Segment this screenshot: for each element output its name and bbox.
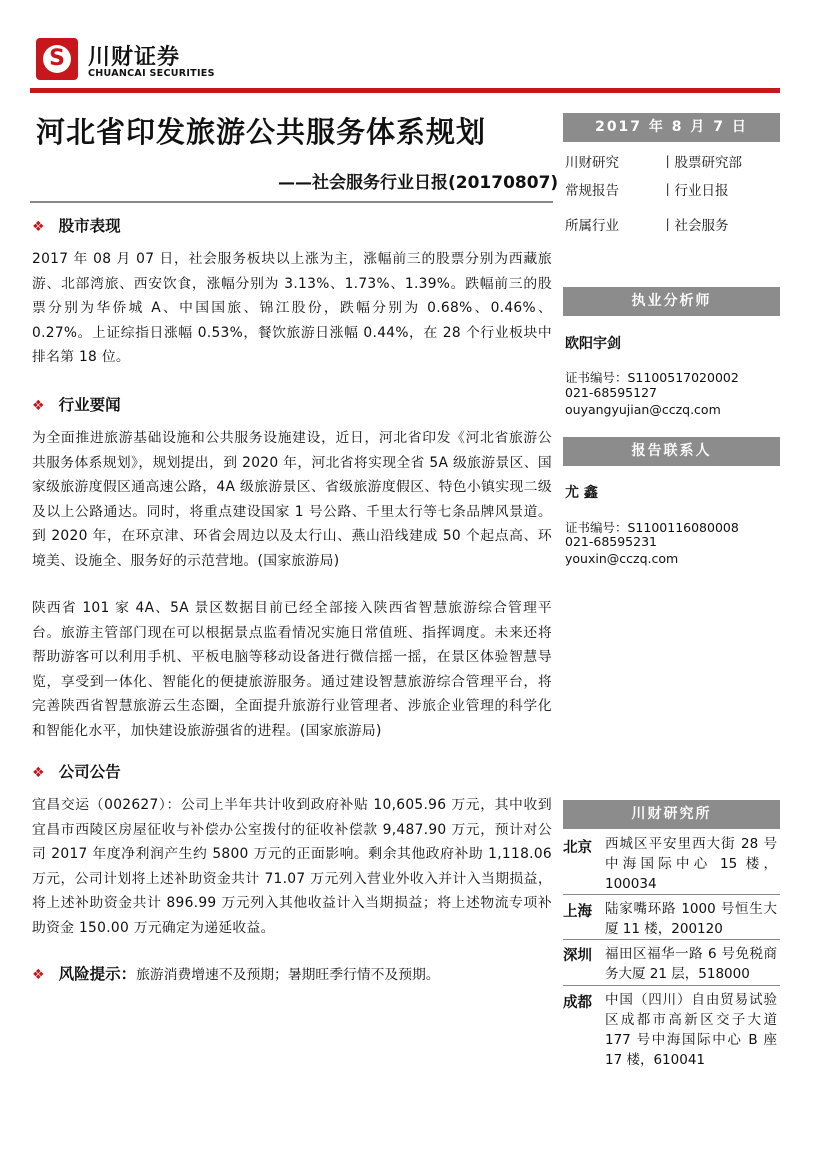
office-divider [563,894,780,895]
analyst-name: 欧阳宇剑 [565,336,621,352]
office-address-shanghai: 陆家嘴环路 1000 号恒生大厦 11 楼，200120 [605,901,777,937]
analyst-header: 执业分析师 [563,287,780,316]
meta-value-research: 丨股票研究部 [661,155,742,171]
news-paragraph-1: 为全面推进旅游基础设施和公共服务设施建设，近日，河北省印发《河北省旅游公共服务体系规划》，规划提出，到 2020 年，河北省将实现全省 5A 级旅游景区、国家级旅游度假区通高速公路，4A 级旅游景区、省级旅游度假区、特色小镇实现二级及以上公路通达。同时，将重点建设国家 1 号公路、千里太行等七条品牌风景道。到 2020 年，在环京津、环省会周边以及太行山、燕山沿线建成 50 个起点高、环境美、设施全、服务好的示范营地。(国家旅游局) [32,430,552,569]
meta-label-research: 川财研究 [565,155,619,171]
office-divider [563,985,780,986]
contact-name: 尤 鑫 [565,485,598,501]
news-paragraph-2: 陕西省 101 家 4A、5A 景区数据目前已经全部接入陕西省智慧旅游综合管理平台。旅游主管部门现在可以根据景点监看情况实施日常值班、指挥调度。未来还将帮助游客可以利用手机、平板电脑等移动设备进行微信摇一摇，在景区体验智慧导览，享受到一体化、智能化的便捷旅游服务。通过建设智慧旅游综合管理平台，将完善陕西省智慧旅游云生态圈，全面提升旅游行业管理者、涉旅企业管理的科学化和智能化水平，加快建设旅游强省的进程。(国家旅游局) [32,600,552,739]
office-city-chengdu: 成都 [563,995,592,1011]
diamond-bullet-icon: ❖ [32,398,45,414]
meta-label-type: 常规报告 [565,183,619,199]
header-divider [30,88,780,93]
contact-email[interactable]: youxin@cczq.com [565,551,679,566]
meta-value-industry: 丨社会服务 [661,218,729,234]
office-divider [563,939,780,940]
risk-text: 旅游消费增速不及预期；暑期旺季行情不及预期。 [136,967,440,983]
contact-phone: 021-68595231 [565,534,657,549]
contact-cert: 证书编号：S1100116080008 [565,520,739,535]
office-address-chengdu: 中国（四川）自由贸易试验区成都市高新区交子大道 177 号中海国际中心 B 座 17 楼，610041 [605,992,777,1068]
analyst-email[interactable]: ouyangyujian@cczq.com [565,402,721,417]
announcement-paragraph: 宜昌交运（002627）：公司上半年共计收到政府补贴 10,605.96 万元，其中收到宜昌市西陵区房屋征收与补偿办公室拨付的征收补偿款 9,487.90 万元，预计对公司 2017 年度净利润产生约 5800 万元的正面影响。剩余其他政府补助 1,118.06 万元，公司计划将上述补助资金共计 71.07 万元列入营业外收入并计入当期损益，将上述补助资金共计 896.99 万元列入其他收益计入当期损益；将上述物流专项补助资金 150.00 万元确定为递延收益。 [32,797,552,936]
brand-name-en: CHUANCAI SECURITIES [88,68,215,79]
sidebar [563,113,780,1123]
report-subtitle: ——社会服务行业日报(20170807) [278,173,559,193]
section-heading-announcement: ❖ 公司公告 [32,763,121,781]
market-paragraph: 2017 年 08 月 07 日，社会服务板块以上涨为主，涨幅前三的股票分别为西藏旅游、北部湾旅、西安饮食，涨幅分别为 3.13%、1.73%、1.39%。跌幅前三的股票分别为华侨城 A、中国国旅、锦江股份，跌幅分别为 0.68%、0.46%、0.27%。上证综指日涨幅 0.53%，餐饮旅游日涨幅 0.44%，在 28 个行业板块中排名第 18 位。 [32,251,552,365]
meta-label-industry: 所属行业 [565,218,619,234]
institute-header: 川财研究所 [563,800,780,829]
report-date: 2017 年 8 月 7 日 [563,113,780,142]
brand-name-cn: 川财证券 [88,45,181,70]
diamond-bullet-icon: ❖ [32,219,45,235]
risk-label: 风险提示： [58,965,137,983]
contact-header: 报告联系人 [563,437,780,466]
office-city-beijing: 北京 [563,840,592,856]
meta-value-type: 丨行业日报 [661,183,729,199]
analyst-phone: 021-68595127 [565,385,657,400]
risk-warning [32,962,440,984]
report-title: 河北省印发旅游公共服务体系规划 [36,115,487,149]
diamond-bullet-icon: ❖ [32,765,45,781]
diamond-bullet-icon: ❖ [32,967,45,983]
section-heading-news: ❖ 行业要闻 [32,396,121,414]
office-address-beijing: 西城区平安里西大街 28 号中海国际中心 15 楼，100034 [605,836,777,892]
company-logo: S [36,38,78,80]
section-heading-market: ❖ 股市表现 [32,217,121,235]
office-city-shanghai: 上海 [563,904,592,920]
office-address-shenzhen: 福田区福华一路 6 号免税商务大厦 21 层，518000 [605,946,777,982]
analyst-cert: 证书编号：S1100517020002 [565,370,739,385]
office-city-shenzhen: 深圳 [563,948,592,964]
title-divider [30,201,553,203]
